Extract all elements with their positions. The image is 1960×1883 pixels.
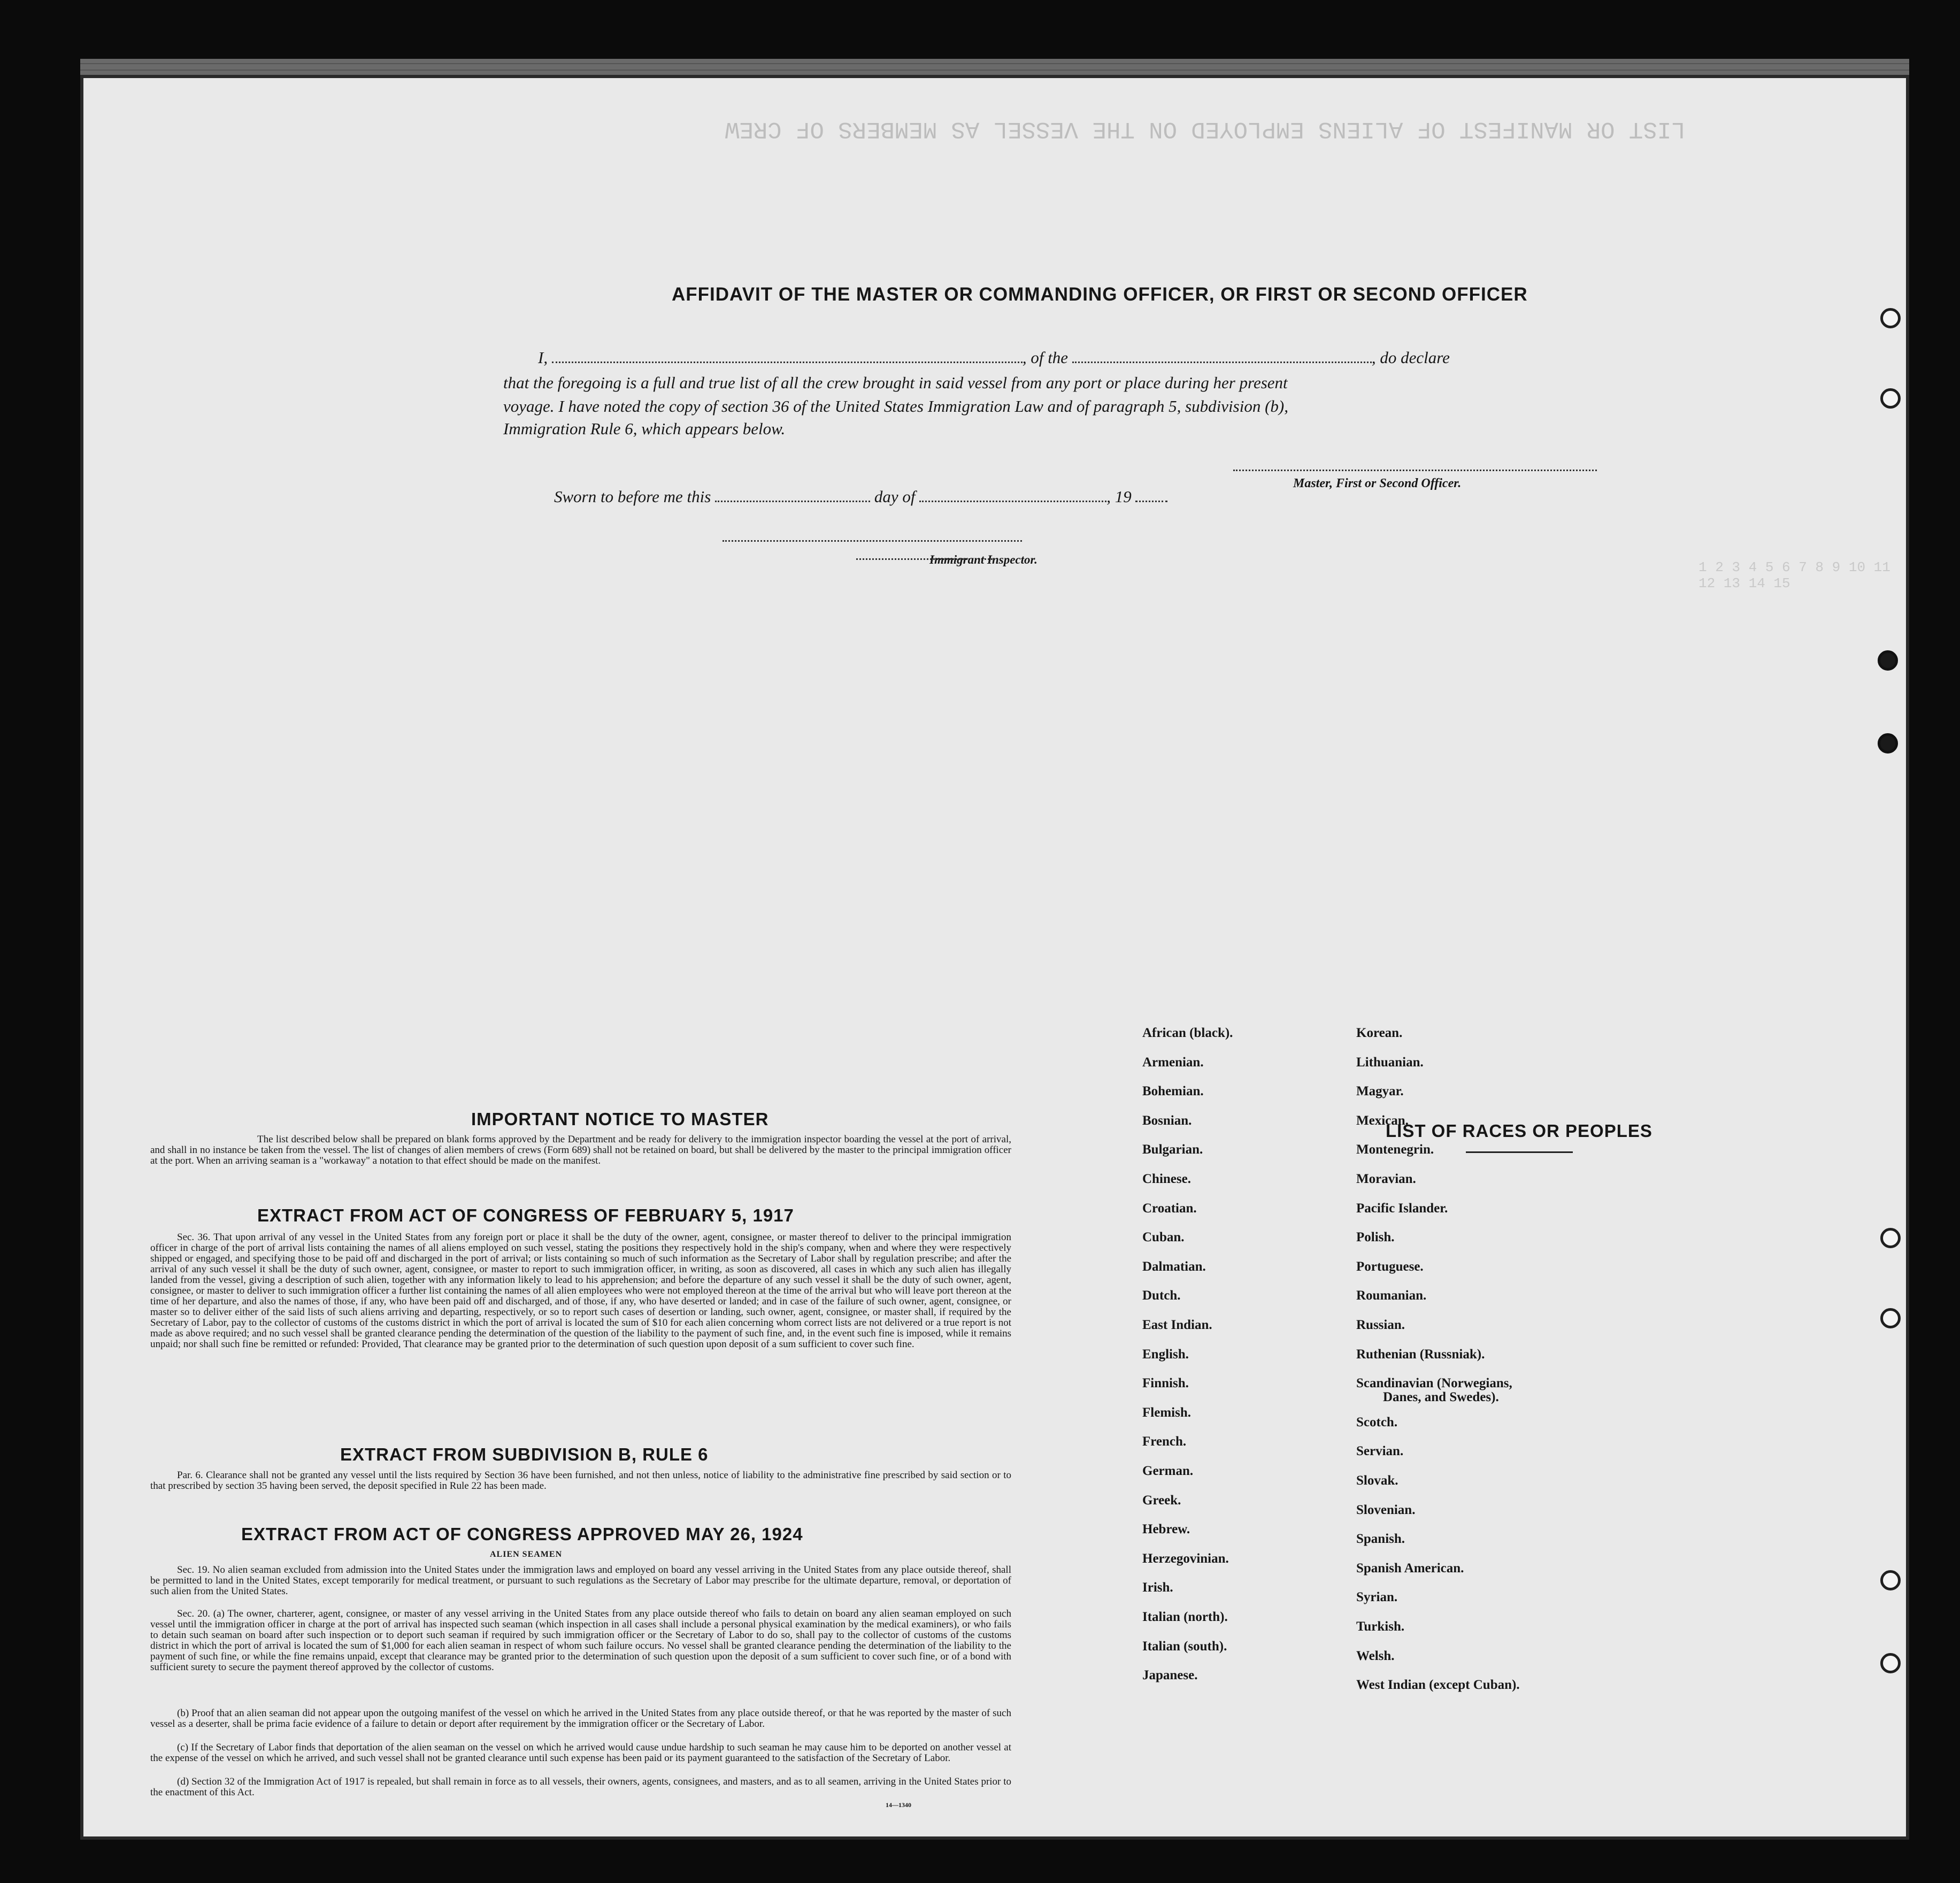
- race-item: Spanish.: [1356, 1532, 1405, 1547]
- binder-hole: [1880, 1653, 1901, 1673]
- race-item: Japanese.: [1142, 1668, 1198, 1683]
- race-item: Russian.: [1356, 1318, 1405, 1332]
- notice-title: IMPORTANT NOTICE TO MASTER: [471, 1109, 769, 1129]
- race-item: Dutch.: [1142, 1288, 1181, 1303]
- race-item: East Indian.: [1142, 1318, 1212, 1332]
- races-title-rule: [1466, 1151, 1573, 1153]
- inspector-signature-blank[interactable]: [722, 537, 1022, 542]
- extract-1924-title: EXTRACT FROM ACT OF CONGRESS APPROVED MAY 26, 1924: [241, 1524, 803, 1544]
- sec20d-text: (d) Section 32 of the Immigration Act of 1917 is repealed, but shall remain in force as to all vessels, their owners, agents, consignees, and masters, and as to all seamen, arriving in the United States prior to the enactment of this Act.: [150, 1776, 1011, 1798]
- affidavit-title: AFFIDAVIT OF THE MASTER OR COMMANDING OFFICER, OR FIRST OR SECOND OFFICER: [672, 284, 1528, 305]
- race-item: French.: [1142, 1434, 1187, 1449]
- race-item: Portuguese.: [1356, 1259, 1424, 1274]
- race-item: Armenian.: [1142, 1055, 1204, 1070]
- race-item: Magyar.: [1356, 1084, 1404, 1099]
- race-item: West Indian (except Cuban).: [1356, 1678, 1520, 1693]
- affidavit-line-4: Immigration Rule 6, which appears below.: [503, 419, 786, 438]
- bleed-through-heading: LIST OR MANIFEST OF ALIENS EMPLOYED ON THE VESSEL AS MEMBERS OF CREW: [725, 116, 1686, 142]
- extract-1917-title: EXTRACT FROM ACT OF CONGRESS OF FEBRUARY 5, 1917: [257, 1205, 794, 1225]
- race-item: Ruthenian (Russniak).: [1356, 1347, 1485, 1362]
- race-item: Chinese.: [1142, 1172, 1191, 1186]
- extract-rule6-title: EXTRACT FROM SUBDIVISION B, RULE 6: [340, 1444, 709, 1464]
- master-signature-blank[interactable]: [1233, 466, 1597, 471]
- race-item: Bosnian.: [1142, 1113, 1192, 1128]
- do-declare-label: , do declare: [1371, 348, 1450, 367]
- race-item: Welsh.: [1356, 1648, 1395, 1663]
- race-item: Finnish.: [1142, 1376, 1189, 1391]
- race-item: Scandinavian (Norwegians,: [1356, 1376, 1512, 1391]
- sec20c-text: (c) If the Secretary of Labor finds that deportation of the alien seaman on the vessel on which he arrived would cause undue hardship to such seaman he may cause him to be deported on another vessel at the expense of the vessel on which he arrived, and such vessel shall not be granted clearance until such expense has been paid or its payment guaranteed to the satisfaction of the Secretary of Labor.: [150, 1742, 1011, 1764]
- day-of-label: day of: [874, 487, 916, 506]
- edge-rule: [80, 70, 1909, 71]
- race-item: Hebrew.: [1142, 1522, 1190, 1537]
- page-edge-strip: [80, 59, 1909, 77]
- year-label: , 19: [1106, 487, 1132, 506]
- manifest-page: [80, 75, 1909, 1840]
- race-item: Montenegrin.: [1356, 1142, 1434, 1157]
- race-item: Greek.: [1142, 1493, 1181, 1508]
- race-item: Italian (south).: [1142, 1639, 1227, 1654]
- sec19-text: Sec. 19. No alien seaman excluded from admission into the United States under the immigration laws and employed on board any vessel arriving in the United States from any place outside thereof, shall be permitted to land in the United States, except temporarily for medical treatment, or pursuant to such regulations as the Secretary of Labor may prescribe for the ultimate departure, removal, or deportation of such alien from the United States.: [150, 1564, 1011, 1597]
- race-item: Cuban.: [1142, 1230, 1185, 1245]
- affidavit-line-1: [538, 348, 1624, 367]
- race-item: Slovak.: [1356, 1473, 1398, 1488]
- race-item: Syrian.: [1356, 1590, 1398, 1605]
- notice-text: The list described below shall be prepared on blank forms approved by the Department and be ready for delivery to the immigration inspector boarding the vessel at the port of arrival, and shall in no instance be taken from the vessel. The list of changes of alien members of crews (Form 689) shall not be retained on board, but shall be delivered by the master to the principal immigration officer at the port. When an arriving seaman is a "workaway" a notation to that effect should be made on the manifest.: [150, 1134, 1011, 1166]
- binder-hole: [1878, 733, 1898, 754]
- extract-rule6-text: Par. 6. Clearance shall not be granted any vessel until the lists required by Section 36 have been furnished, and not then unless, notice of liability to the administrative fine prescribed by said section or to that prescribed by section 35 having been served, the deposit specified in Rule 22 has been made.: [150, 1470, 1011, 1492]
- affidavit-line-3: voyage. I have noted the copy of section 36 of the United States Immigration Law and of paragraph 5, subdivision (b),: [503, 397, 1288, 416]
- of-the-label: , of the: [1022, 348, 1069, 367]
- binder-hole: [1880, 1570, 1901, 1590]
- race-item: Spanish American.: [1356, 1561, 1464, 1575]
- race-item: Polish.: [1356, 1230, 1395, 1245]
- race-item: Italian (north).: [1142, 1610, 1228, 1624]
- race-item: Lithuanian.: [1356, 1055, 1424, 1070]
- sworn-label: Sworn to before me this: [554, 487, 711, 506]
- edge-rule: [80, 63, 1909, 64]
- race-item: German.: [1142, 1464, 1194, 1478]
- race-item: Pacific Islander.: [1356, 1201, 1448, 1216]
- race-item: Flemish.: [1142, 1405, 1191, 1420]
- race-item: Dalmatian.: [1142, 1259, 1206, 1274]
- extract-1917-text: Sec. 36. That upon arrival of any vessel in the United States from any foreign port or place it shall be the duty of the owner, agent, consignee, or master thereof to deliver to the principal immigration officer in charge of the port of arrival lists containing the names of all aliens employed on such vessel, stating the positions they respectively hold in the ship's company, when and where they were respectively shipped or engaged, and specifying those to be paid off and discharged in the port of arrival; or lists containing so much of such information as the Secretary of Labor shall by regulation prescribe; and after the arrival of any such vessel it shall be the duty of such owner, agent, consignee, or master to report to such immigration officer, in writing, as soon as discovered, all cases in which any such alien has illegally landed from the vessel, giving a description of such alien, together with any information likely to lead to his apprehension; and before the departure of any such vessel it shall be the duty of such owner, agent, consignee, or master to deliver to such immigration officer a further list containing the names of all alien employees who were not employed thereon at the time of the arrival but who will leave port thereon at the time of her departure, and also the names of those, if any, who have been paid off and discharged, and of those, if any, who have deserted or landed; and in case of the failure of such owner, agent, consignee, or master so to deliver either of the said lists of such aliens arriving and departing, respectively, or so to report such cases of desertion or landing, such owner, agent, consignee, or master shall, if required by the Secretary of Labor, pay to the collector of customs of the customs district in which the port of arrival is located the sum of $10 for each alien concerning whom correct lists are not delivered or a true report is not made as above required; and no such vessel shall be granted clearance pending the determination of the question of the liability to the payment of such fine, and, in the event such fine is imposed, while it remains unpaid; nor shall such fine be remitted or refunded: Provided, That clearance may be granted prior to the determination of such question upon deposit of a sum sufficient to cover such fine.: [150, 1232, 1011, 1350]
- race-item: Danes, and Swedes).: [1383, 1390, 1499, 1405]
- affidavit-line-2: that the foregoing is a full and true list of all the crew brought in said vessel from any port or place during her present: [503, 373, 1288, 392]
- sworn-year-blank[interactable]: [1135, 497, 1167, 502]
- sec20a-text: Sec. 20. (a) The owner, charterer, agent, consignee, or master of any vessel arriving in the United States from any place outside thereof who fails to detain on board any alien seaman employed on such vessel until the immigration officer in charge at the port of arrival has inspected such seaman (which inspection in all cases shall include a personal physical examination by the medical examiners), or who fails to detain such seaman on board after such inspection or to deport such seaman if required by such immigration officer or the Secretary of Labor to do so, shall pay to the collector of customs of the customs district in which the port of arrival is located the sum of $1,000 for each alien seaman in respect of whom such failure occurs. No vessel shall be granted clearance pending the determination of the liability to the payment of such fine, or while the fine remains unpaid, except that clearance may be granted prior to the determination of such question upon the deposit of a sum sufficient to cover such fine, or of a bond with sufficient surety to secure the payment thereof approved by the collector of customs.: [150, 1608, 1011, 1673]
- binder-hole: [1880, 388, 1901, 409]
- race-item: Turkish.: [1356, 1619, 1405, 1634]
- race-item: Servian.: [1356, 1444, 1404, 1459]
- race-item: Roumanian.: [1356, 1288, 1427, 1303]
- bleed-through-column: 1 2 3 4 5 6 7 8 9 10 11 12 13 14 15: [1698, 559, 1890, 591]
- race-item: Mexican.: [1356, 1113, 1409, 1128]
- races-title: LIST OF RACES OR PEOPLES: [1386, 1121, 1652, 1141]
- vessel-blank[interactable]: [1072, 358, 1372, 363]
- binder-hole: [1880, 1308, 1901, 1328]
- race-item: English.: [1142, 1347, 1189, 1362]
- race-item: Herzegovinian.: [1142, 1551, 1229, 1566]
- race-item: Scotch.: [1356, 1415, 1398, 1429]
- inspector-label: Immigrant Inspector.: [929, 553, 1037, 566]
- sec20b-text: (b) Proof that an alien seaman did not appear upon the outgoing manifest of the vessel on which he arrived in the United States from any place outside thereof, or that he was reported by the master of such vessel as a deserter, shall be prima facie evidence of a failure to detain or deport after requirement by the immigration officer or the Secretary of Labor.: [150, 1708, 1011, 1730]
- race-item: Slovenian.: [1356, 1502, 1416, 1517]
- race-item: Bohemian.: [1142, 1084, 1204, 1099]
- master-label: Master, First or Second Officer.: [1293, 476, 1462, 490]
- sworn-line: [554, 487, 1167, 506]
- alien-seamen-subtitle: ALIEN SEAMEN: [490, 1550, 563, 1559]
- race-item: Bulgarian.: [1142, 1142, 1203, 1157]
- binder-hole: [1878, 650, 1898, 671]
- i-label: I,: [538, 348, 548, 367]
- binder-hole: [1880, 308, 1901, 328]
- sworn-month-blank[interactable]: [919, 497, 1106, 502]
- form-code: 14—1340: [886, 1801, 911, 1809]
- race-item: Irish.: [1142, 1580, 1173, 1595]
- binder-hole: [1880, 1228, 1901, 1248]
- name-blank[interactable]: [552, 358, 1023, 363]
- sworn-day-blank[interactable]: [715, 497, 870, 502]
- race-item: Moravian.: [1356, 1172, 1416, 1186]
- race-item: Croatian.: [1142, 1201, 1197, 1216]
- race-item: African (black).: [1142, 1026, 1233, 1040]
- race-item: Korean.: [1356, 1026, 1403, 1040]
